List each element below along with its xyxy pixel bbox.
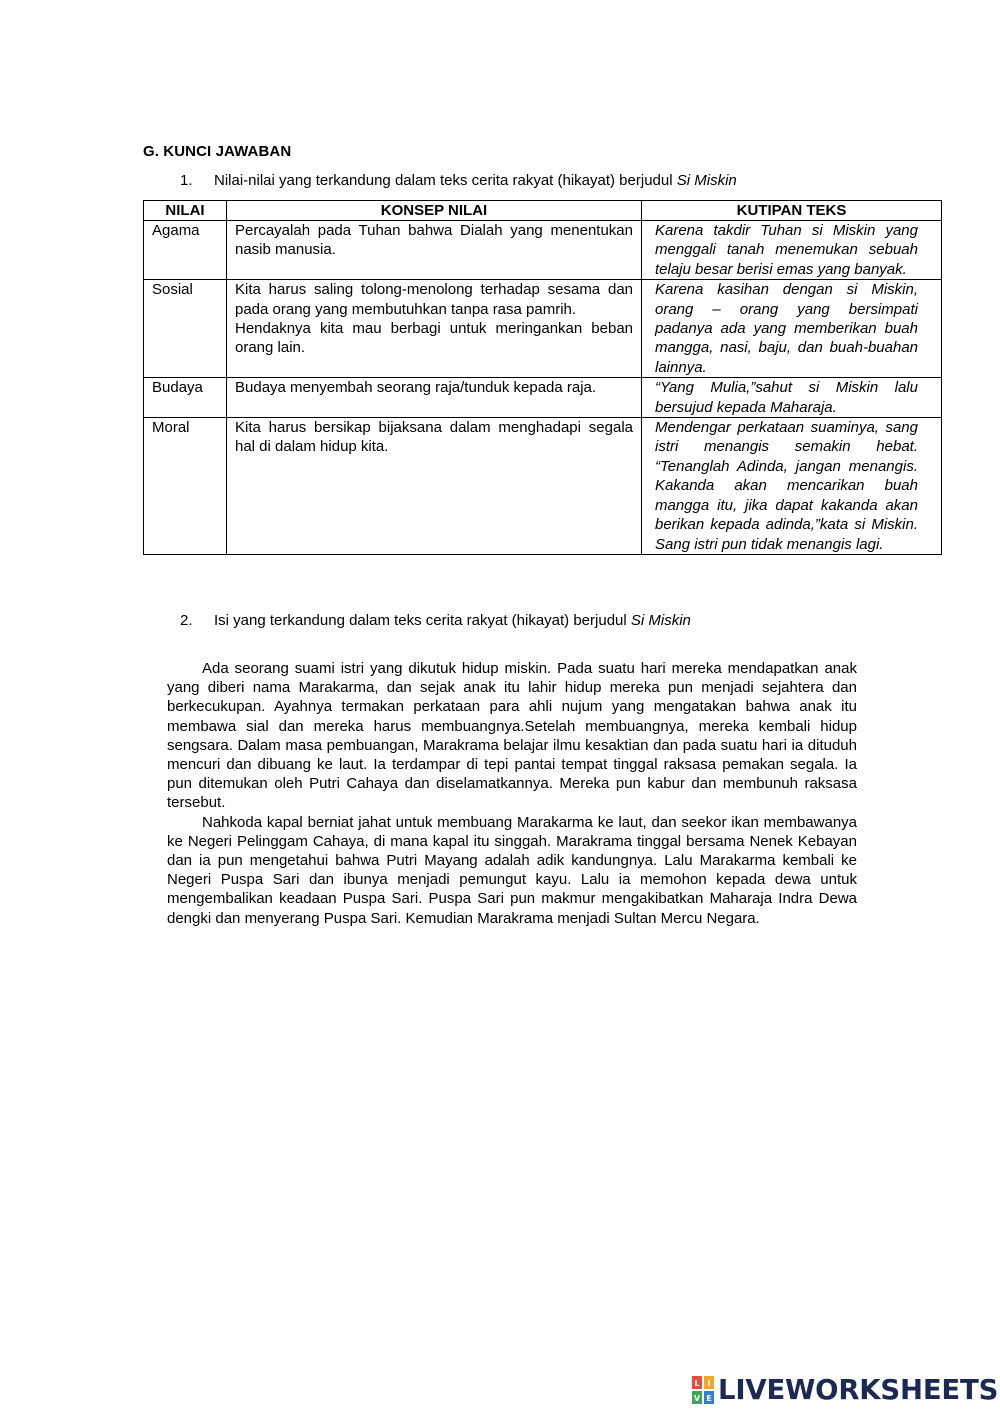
svg-text:V: V: [693, 1394, 701, 1403]
konsep-text: Percayalah pada Tuhan bahwa Dialah yang menentukan nasib manusia.: [235, 222, 633, 259]
cell-nilai: Agama: [144, 221, 227, 280]
svg-text:I: I: [707, 1379, 711, 1388]
table-row: [144, 221, 942, 280]
question-2-title: Si Miskin: [630, 612, 691, 629]
table-header-row: [144, 201, 942, 221]
cell-kutipan: Karena takdir Tuhan si Miskin yang menggali tanah menemukan sebuah telaju besar berisi emas yang banyak.: [642, 221, 942, 280]
cell-konsep: [227, 378, 642, 418]
section-heading: G. KUNCI JAWABAN: [143, 143, 292, 160]
question-2-number: 2.: [180, 612, 193, 629]
cell-kutipan: Mendengar perkataan suaminya, sang istri menangis semakin hebat. “Tenanglah Adinda, jangan menangis. Kakanda akan mencarikan buah mangga itu, jika dapat kakanda akan berikan kepada adinda,”kata si Miskin. Sang istri pun tidak menangis lagi.: [642, 418, 942, 555]
liveworksheets-watermark: [692, 1373, 998, 1407]
cell-nilai: Moral: [144, 418, 227, 555]
table-row: [144, 378, 942, 418]
konsep-text: Kita harus saling tolong-menolong terhadap sesama dan pada orang yang membutuhkan tanpa rasa pamrih.: [235, 281, 633, 318]
svg-text:L: L: [694, 1379, 700, 1388]
cell-nilai: Sosial: [144, 280, 227, 378]
svg-text:E: E: [706, 1394, 712, 1403]
liveworksheets-logo-icon: [692, 1376, 714, 1404]
table-row: [144, 418, 942, 555]
cell-nilai: Budaya: [144, 378, 227, 418]
cell-kutipan: “Yang Mulia,”sahut si Miskin lalu bersujud kepada Maharaja.: [642, 378, 942, 418]
header-konsep: KONSEP NILAI: [227, 201, 642, 221]
paragraph: Ada seorang suami istri yang dikutuk hidup miskin. Pada suatu hari mereka mendapatkan anak yang diberi nama Marakarma, dan sejak anak itu lahir hidup mereka pun menjadi sejahtera dan berkecukupan. Ayahnya termakan perkataan para ahli nujum yang mengatakan bahwa anak itu membawa sial dan mereka harus membuangnya.Setelah membuangnya, mereka kembali hidup sengsara. Dalam masa pembuangan, Marakrama belajar ilmu kesaktian dan pada suatu hari ia dituduh mencuri dan dibuang ke laut. Ia terdampar di tepi pantai tempat tinggal raksasa pemakan segala. Ia pun ditemukan oleh Putri Cahaya dan diselamatkannya. Mereka pun kabur dan membunuh raksasa tersebut.: [167, 660, 857, 812]
table-row: [144, 280, 942, 378]
cell-konsep: [227, 418, 642, 555]
liveworksheets-brand-text: LIVEWORKSHEETS: [718, 1374, 999, 1406]
cell-konsep: [227, 221, 642, 280]
konsep-text: Hendaknya kita mau berbagi untuk meringankan beban orang lain.: [235, 320, 633, 357]
question-2: [180, 612, 691, 629]
header-nilai: NILAI: [144, 201, 227, 221]
story-summary: [167, 659, 857, 928]
cell-kutipan: Karena kasihan dengan si Miskin, orang – orang yang bersimpati padanya ada yang memberikan buah mangga, nasi, baju, dan buah-buahan lainnya.: [642, 280, 942, 378]
header-kutipan: KUTIPAN TEKS: [642, 201, 942, 221]
paragraph: Nahkoda kapal berniat jahat untuk membuang Marakarma ke laut, dan seekor ikan membawanya ke Negeri Pelinggam Cahaya, di mana kapal itu singgah. Marakrama tinggal bersama Nenek Kebayan dan ia pun mengetahui bahwa Putri Mayang adalah adik kandungnya. Lalu Marakarma kembali ke Negeri Puspa Sari dan ibunya menjadi pemungut kayu. Lalu ia memohon kepada dewa untuk mengembalikan keadaan Puspa Sari. Puspa Sari pun makmur mengakibatkan Maharaja Indra Dewa dengki dan menyerang Puspa Sari. Kemudian Marakrama menjadi Sultan Mercu Negara.: [167, 813, 857, 927]
question-1-title: Si Miskin: [676, 172, 737, 189]
values-table: [143, 200, 942, 555]
question-1: [180, 172, 737, 189]
konsep-text: Kita harus bersikap bijaksana dalam menghadapi segala hal di dalam hidup kita.: [235, 419, 633, 456]
question-1-number: 1.: [180, 172, 193, 189]
question-1-text: Nilai-nilai yang terkandung dalam teks cerita rakyat (hikayat) berjudul: [214, 172, 677, 189]
konsep-text: Budaya menyembah seorang raja/tunduk kepada raja.: [235, 379, 597, 397]
question-2-text: Isi yang terkandung dalam teks cerita rakyat (hikayat) berjudul: [214, 612, 631, 629]
cell-konsep: [227, 280, 642, 378]
